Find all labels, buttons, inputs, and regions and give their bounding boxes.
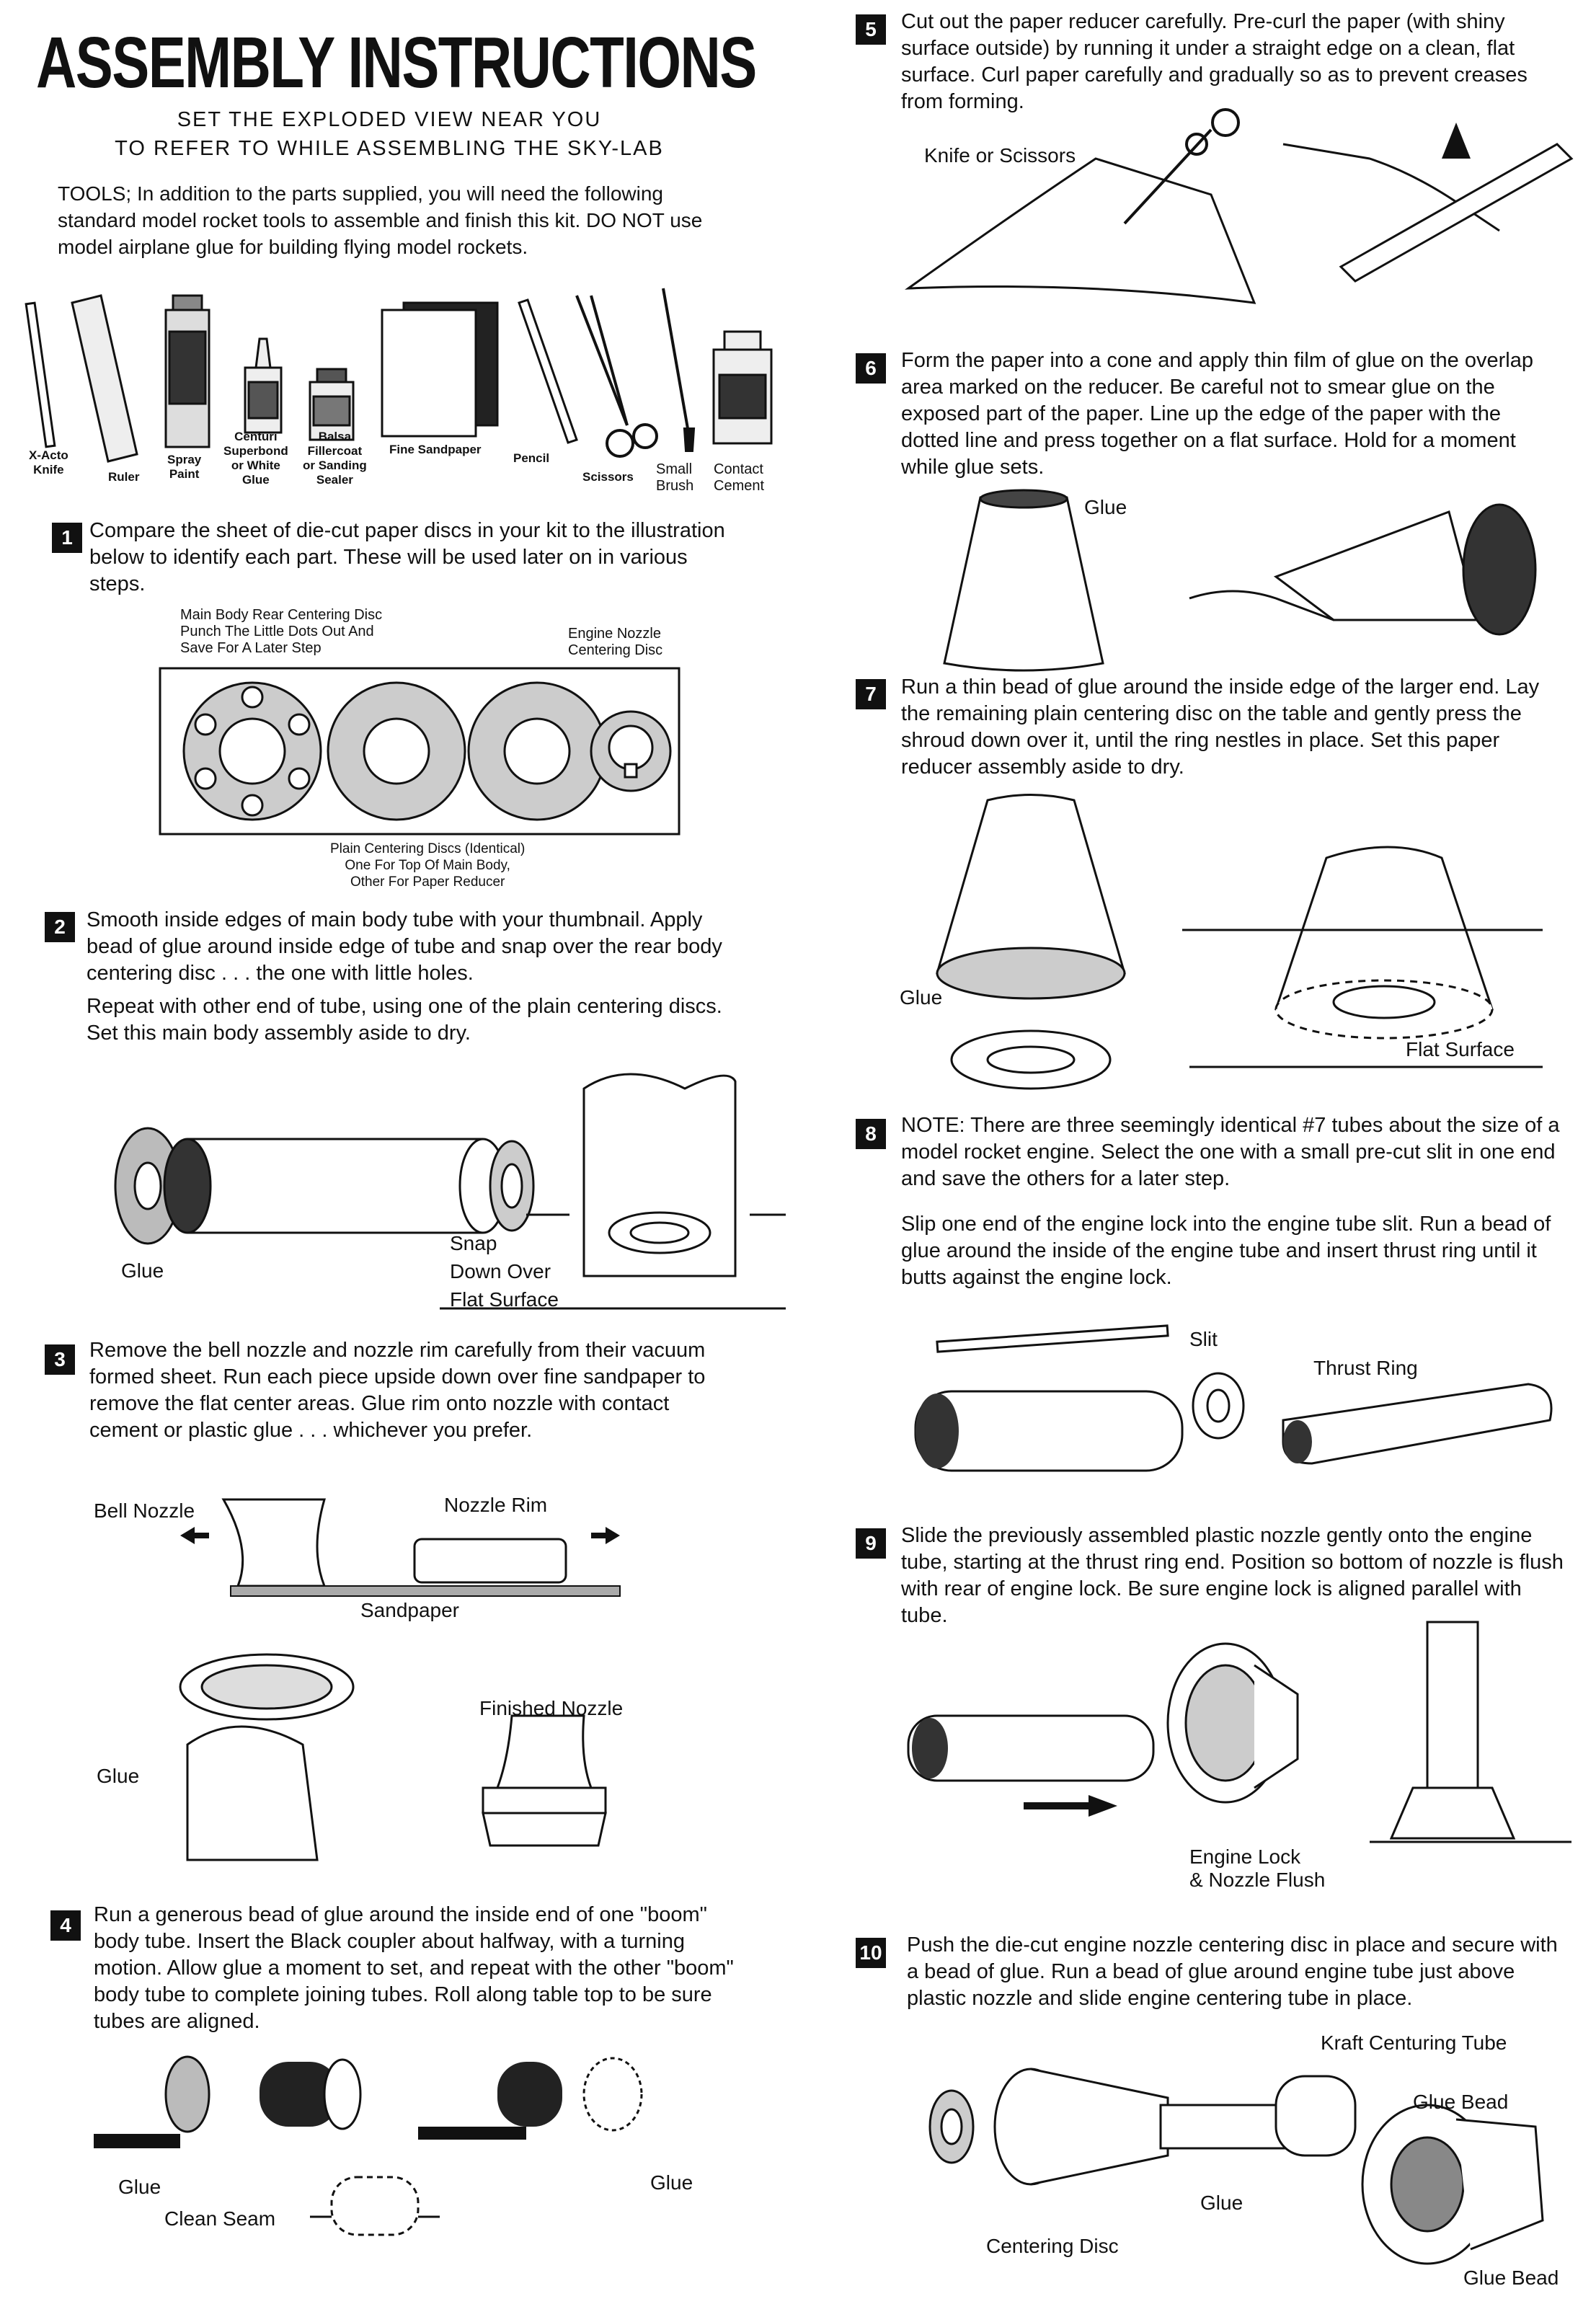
disc-sheet-diagram xyxy=(159,667,685,840)
step-6-number: 6 xyxy=(856,353,886,384)
paper-curl-diagram xyxy=(908,115,1571,332)
tool-label-cement: Contact Cement xyxy=(714,461,765,494)
tool-label-xacto: X-Acto Knife xyxy=(29,448,68,477)
step-10-text: Push the die-cut engine nozzle centering disc in place and secure with a bead of glue. Run a bead of glue around engine tube just above plastic nozzle and slide engine centering tube in place. xyxy=(907,1933,1558,2010)
step-3-number: 3 xyxy=(45,1344,75,1375)
step-4-number: 4 xyxy=(50,1910,81,1941)
step-5-number: 5 xyxy=(856,14,886,45)
nozzle-slide-diagram xyxy=(908,1622,1571,1867)
step-6-text: Form the paper into a cone and apply thin film of glue on the overlap area marked on the reducer. Be careful not to smear glue on the exposed part of the paper. Line up the edge of the paper with the dotted line and press together on a flat surface. Hold for a moment while glue sets. xyxy=(901,349,1533,479)
step-2-text: Smooth inside edges of main body tube with your thumbnail. Apply bead of glue around inside edge of tube and snap over the rear body centering disc . . . the one with little holes. xyxy=(87,908,722,985)
label-glue-step7: Glue xyxy=(900,986,943,1009)
label-glue-step10: Glue xyxy=(1200,2192,1243,2214)
step-8-text-2: Slip one end of the engine lock into the engine tube slit. Run a bead of glue around the inside of the engine tube and insert thrust ring until it butts against the engine lock. xyxy=(901,1213,1551,1289)
label-engine-lock: Engine Lock & Nozzle Flush xyxy=(1189,1846,1326,1891)
step-7-text: Run a thin bead of glue around the inside edge of the larger end. Lay the remaining plain centering disc on the table and gently press the shroud down over it, until the ring nestles in place. Set this paper reducer assembly aside to dry. xyxy=(901,675,1540,779)
tool-label-centuri: Centuri Superbond or White Glue xyxy=(223,430,288,487)
tools-illustration xyxy=(29,288,779,490)
step-9-text: Slide the previously assembled plastic nozzle gently onto the engine tube, starting at the thrust ring end. Position so bottom of nozzle is flush with rear of engine lock. Be sure engine lock is aligned parallel with tube. xyxy=(901,1524,1564,1627)
label-glue-bead-bottom: Glue Bead xyxy=(1463,2267,1559,2289)
tool-label-brush: Small Brush xyxy=(656,461,694,494)
tool-label-scissors: Scissors xyxy=(582,470,634,484)
label-slit: Slit xyxy=(1189,1328,1218,1350)
step-8-text: NOTE: There are three seemingly identical #7 tubes about the size of a model rocket engine. Select the one with a small pre-cut slit in one end and save the others for a later step. xyxy=(901,1114,1560,1190)
tool-label-sandpaper: Fine Sandpaper xyxy=(389,443,482,456)
label-nozzle-rim: Nozzle Rim xyxy=(444,1494,548,1516)
label-knife-scissors: Knife or Scissors xyxy=(924,144,1076,167)
label-plain-discs: Plain Centering Discs (Identical) One For Top Of Main Body, Other For Paper Reducer xyxy=(330,841,526,890)
step-1-text: Compare the sheet of die-cut paper discs in your kit to the illustration below to identify each part. These will be used later on in various steps. xyxy=(89,519,725,595)
glue-bottle-icon xyxy=(245,339,281,433)
scissors-icon xyxy=(577,296,657,456)
label-nozzle-disc: Engine Nozzle Centering Disc xyxy=(568,626,663,658)
step-2-number: 2 xyxy=(45,912,75,942)
label-glue-step6: Glue xyxy=(1084,496,1127,518)
label-glue-step4-left: Glue xyxy=(118,2176,161,2198)
xacto-knife-icon xyxy=(26,303,55,447)
label-kraft-tube: Kraft Centuring Tube xyxy=(1321,2031,1507,2054)
spray-paint-icon xyxy=(166,296,209,447)
tool-label-pencil: Pencil xyxy=(513,451,550,465)
ruler-icon xyxy=(72,296,137,461)
label-centering-disc: Centering Disc xyxy=(986,2235,1119,2257)
label-snap-down: Snap Down Over Flat Surface xyxy=(450,1232,559,1311)
step-9-number: 9 xyxy=(856,1528,886,1559)
brush-icon xyxy=(663,288,693,451)
step-8-number: 8 xyxy=(856,1119,886,1149)
label-clean-seam: Clean Seam xyxy=(164,2207,276,2230)
sandpaper-icon xyxy=(382,303,497,436)
step-1-number: 1 xyxy=(52,523,82,553)
tool-label-balsa: Balsa Fillercoat or Sanding Sealer xyxy=(303,430,367,487)
nozzle-sanding-diagram xyxy=(180,1492,627,1608)
label-glue-step3: Glue xyxy=(97,1765,140,1787)
cone-forming-diagram xyxy=(930,490,1564,678)
label-rear-disc: Main Body Rear Centering Disc Punch The Little Dots Out And Save For A Later Step xyxy=(180,607,383,656)
subtitle-line-2: TO REFER TO WHILE ASSEMBLING THE SKY-LAB xyxy=(115,137,664,160)
step-3-text: Remove the bell nozzle and nozzle rim carefully from their vacuum formed sheet. Run each piece upside down over fine sandpaper to remove the flat center areas. Glue rim onto nozzle with contact cement or plastic glue . . . whichever you prefer. xyxy=(89,1339,706,1442)
subtitle-line-1: SET THE EXPLODED VIEW NEAR YOU xyxy=(177,108,602,131)
label-bell-nozzle: Bell Nozzle xyxy=(94,1499,195,1522)
label-finished-nozzle: Finished Nozzle xyxy=(479,1697,624,1719)
nozzle-glue-diagram xyxy=(144,1636,692,1874)
tool-label-spray: Spray Paint xyxy=(167,453,202,481)
label-flat-surface: Flat Surface xyxy=(1406,1038,1515,1060)
step-7-number: 7 xyxy=(856,679,886,709)
step-10-number: 10 xyxy=(856,1938,886,1968)
page-title: ASSEMBLY INSTRUCTIONS xyxy=(36,22,756,103)
engine-tube-diagram xyxy=(908,1319,1557,1492)
label-thrust-ring: Thrust Ring xyxy=(1313,1357,1418,1379)
label-sandpaper: Sandpaper xyxy=(360,1599,460,1621)
label-glue-bead-top: Glue Bead xyxy=(1413,2091,1509,2113)
contact-cement-icon xyxy=(714,332,771,443)
label-glue-step2: Glue xyxy=(121,1259,164,1282)
label-glue-step4-right: Glue xyxy=(650,2171,693,2194)
tools-paragraph: TOOLS; In addition to the parts supplied, you will need the following standard model rocket tools to assemble and finish this kit. DO NOT use model airplane glue for building flying model rockets. xyxy=(58,182,703,258)
step-2-text-2: Repeat with other end of tube, using one of the plain centering discs. Set this main body assembly aside to dry. xyxy=(87,995,722,1045)
pencil-icon xyxy=(519,300,577,443)
tool-label-ruler: Ruler xyxy=(108,470,140,484)
step-4-text: Run a generous bead of glue around the inside end of one "boom" body tube. Insert the Black coupler about halfway, with a turning motion. Allow glue a moment to set, and repeat with the other "boom" body tube to complete joining tubes. Roll along table top to be sure tubes are aligned. xyxy=(94,1903,734,2033)
step-5-text: Cut out the paper reducer carefully. Pre-curl the paper (with shiny surface outside) by running it under a straight edge on a clean, flat surface. Curl paper carefully and gradually so as to prevent creases from forming. xyxy=(901,10,1528,113)
